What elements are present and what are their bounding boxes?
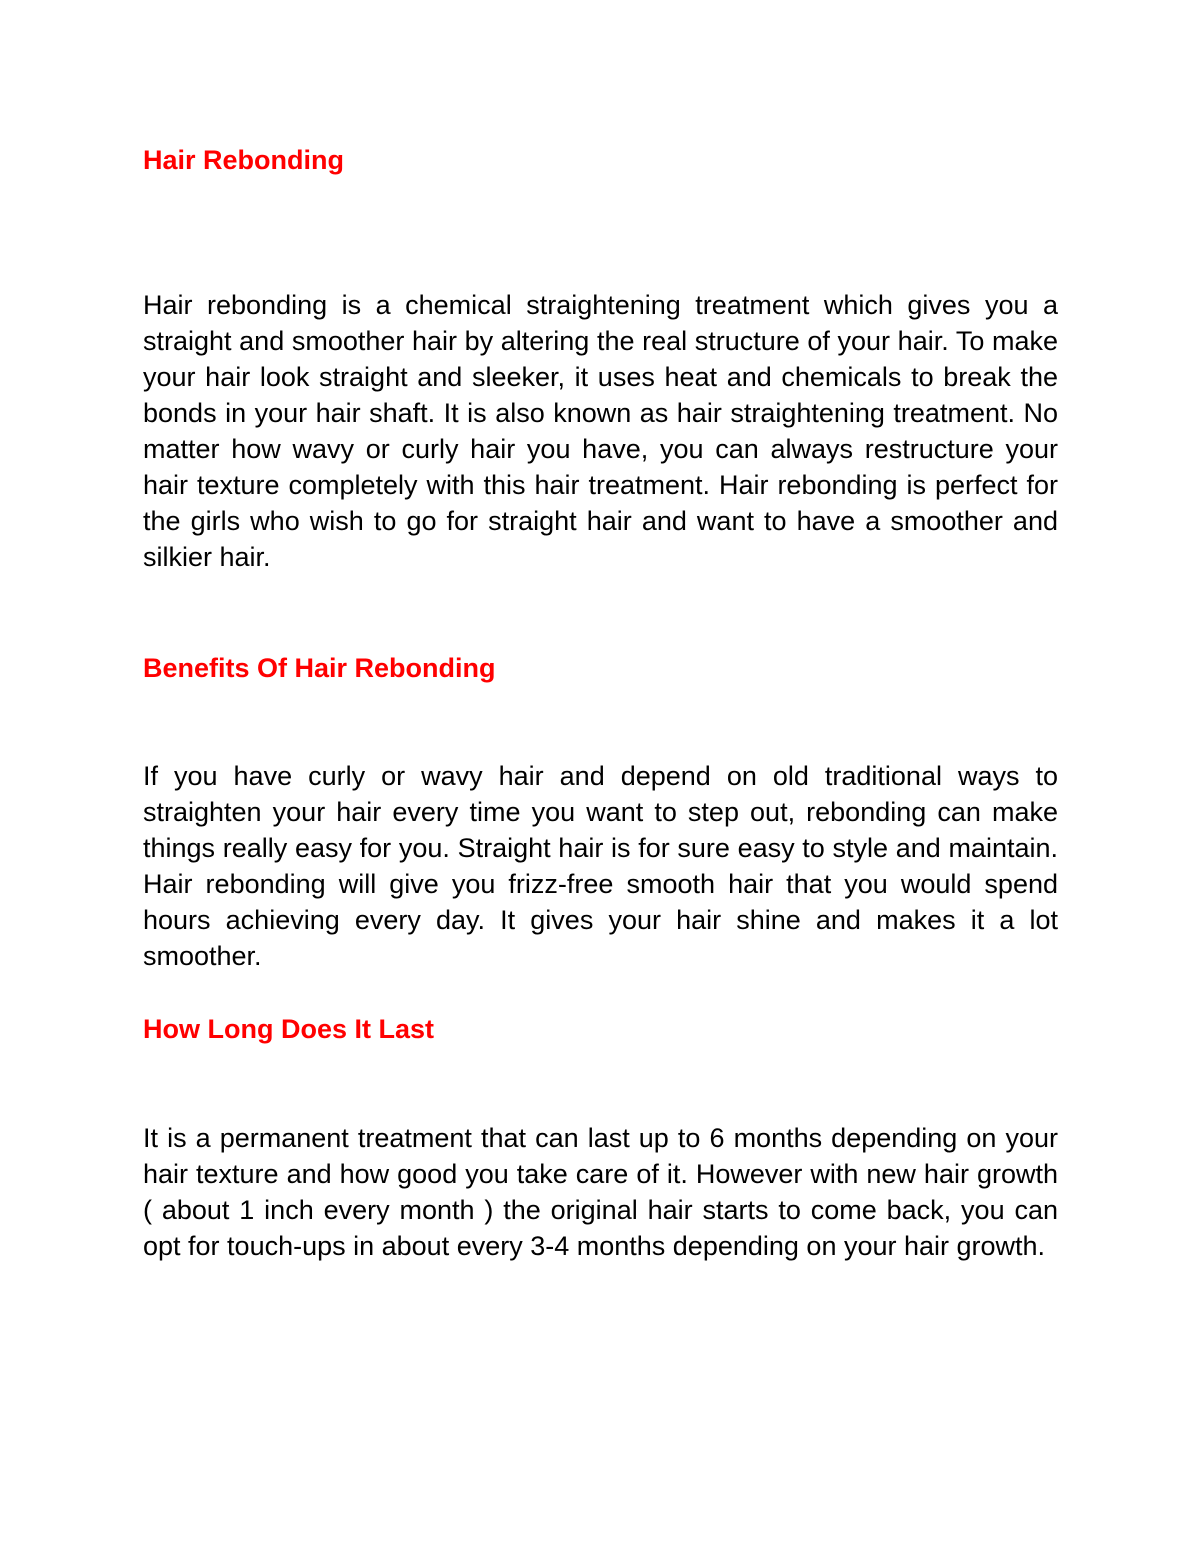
section-paragraph-how-long: It is a permanent treatment that can last up to 6 months depending on your hair texture and how good you take care of it. However with new hair growth ( about 1 inch every month ) the original hair starts to come back, you can opt for touch-ups in about every 3-4 months depending on your hair growth.: [143, 1123, 1058, 1261]
section-paragraph-benefits: If you have curly or wavy hair and depend on old traditional ways to straighten your hair every time you want to step out, rebonding can make things really easy for you. Straight hair is for sure easy to style and maintain. Hair rebonding will give you frizz-free smooth hair that you would spend hours achieving every day. It gives your hair shine and makes it a lot smoother.: [143, 761, 1058, 971]
section-heading-hair-rebonding: Hair Rebonding: [143, 145, 344, 175]
section-paragraph-hair-rebonding: Hair rebonding is a chemical straightening treatment which gives you a straight and smoother hair by altering the real structure of your hair. To make your hair look straight and sleeker, it uses heat and chemicals to break the bonds in your hair shaft. It is also known as hair straightening treatment. No matter how wavy or curly hair you have, you can always restructure your hair texture completely with this hair treatment. Hair rebonding is perfect for the girls who wish to go for straight hair and want to have a smoother and silkier hair.: [143, 290, 1058, 572]
section-heading-how-long: How Long Does It Last: [143, 1014, 435, 1044]
section-heading-benefits: Benefits Of Hair Rebonding: [143, 653, 496, 683]
